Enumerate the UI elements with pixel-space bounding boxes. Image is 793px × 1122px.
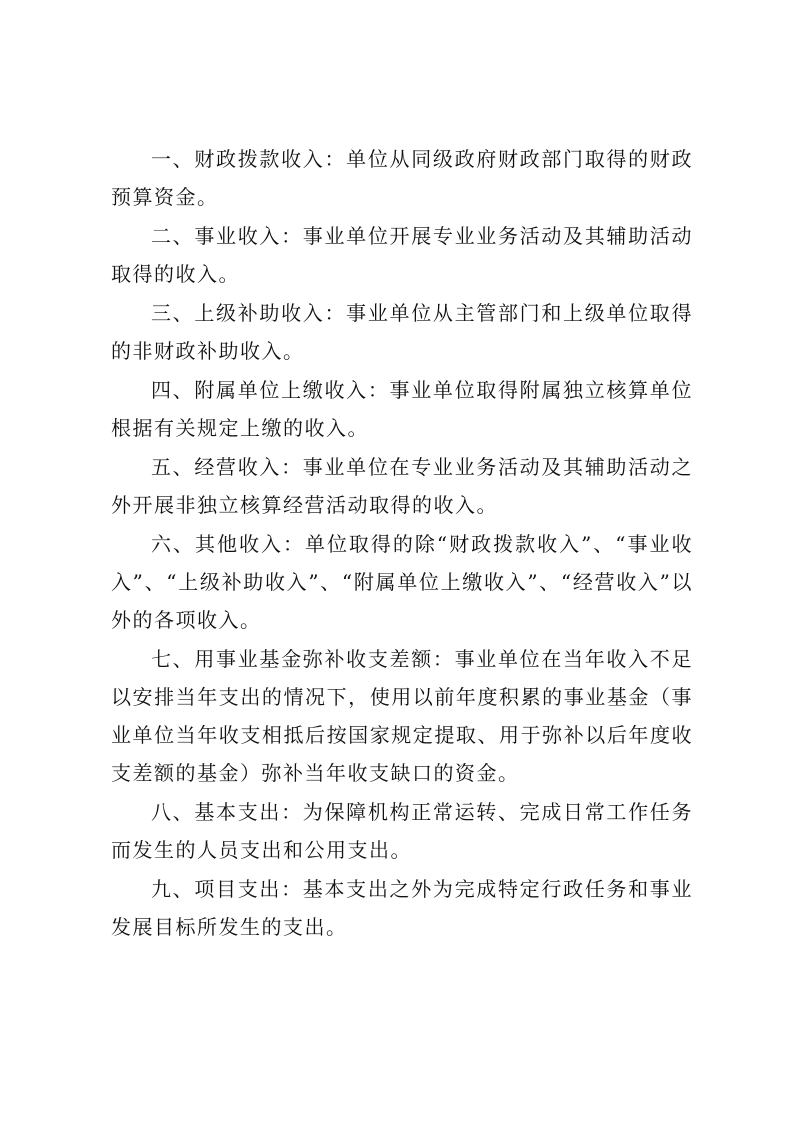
paragraph-project-expenditure: 九、项目支出：基本支出之外为完成特定行政任务和事业发展目标所发生的支出。 [111,877,693,939]
paragraph-subordinate-unit-remittance: 四、附属单位上缴收入：事业单位取得附属独立核算单位根据有关规定上缴的收入。 [111,378,693,440]
paragraph-fiscal-appropriation-income: 一、财政拨款收入：单位从同级政府财政部门取得的财政预算资金。 [111,147,693,209]
paragraph-operating-income: 五、经营收入：事业单位在专业业务活动及其辅助活动之外开展非独立核算经营活动取得的收入。 [111,455,693,517]
paragraph-business-fund-offset: 七、用事业基金弥补收支差额：事业单位在当年收入不足以安排当年支出的情况下，使用以前年度积累的事业基金（事业单位当年收支相抵后按国家规定提取、用于弥补以后年度收支差额的基金）弥补当年收支缺口的资金。 [111,647,693,785]
paragraph-basic-expenditure: 八、基本支出：为保障机构正常运转、完成日常工作任务而发生的人员支出和公用支出。 [111,800,693,862]
document-body [111,140,693,947]
paragraph-business-income: 二、事业收入：事业单位开展专业业务活动及其辅助活动取得的收入。 [111,224,693,286]
paragraph-other-income: 六、其他收入：单位取得的除“财政拨款收入”、“事业收入”、“上级补助收入”、“附属单位上缴收入”、“经营收入”以外的各项收入。 [111,532,693,632]
paragraph-superior-subsidy-income: 三、上级补助收入：事业单位从主管部门和上级单位取得的非财政补助收入。 [111,301,693,363]
